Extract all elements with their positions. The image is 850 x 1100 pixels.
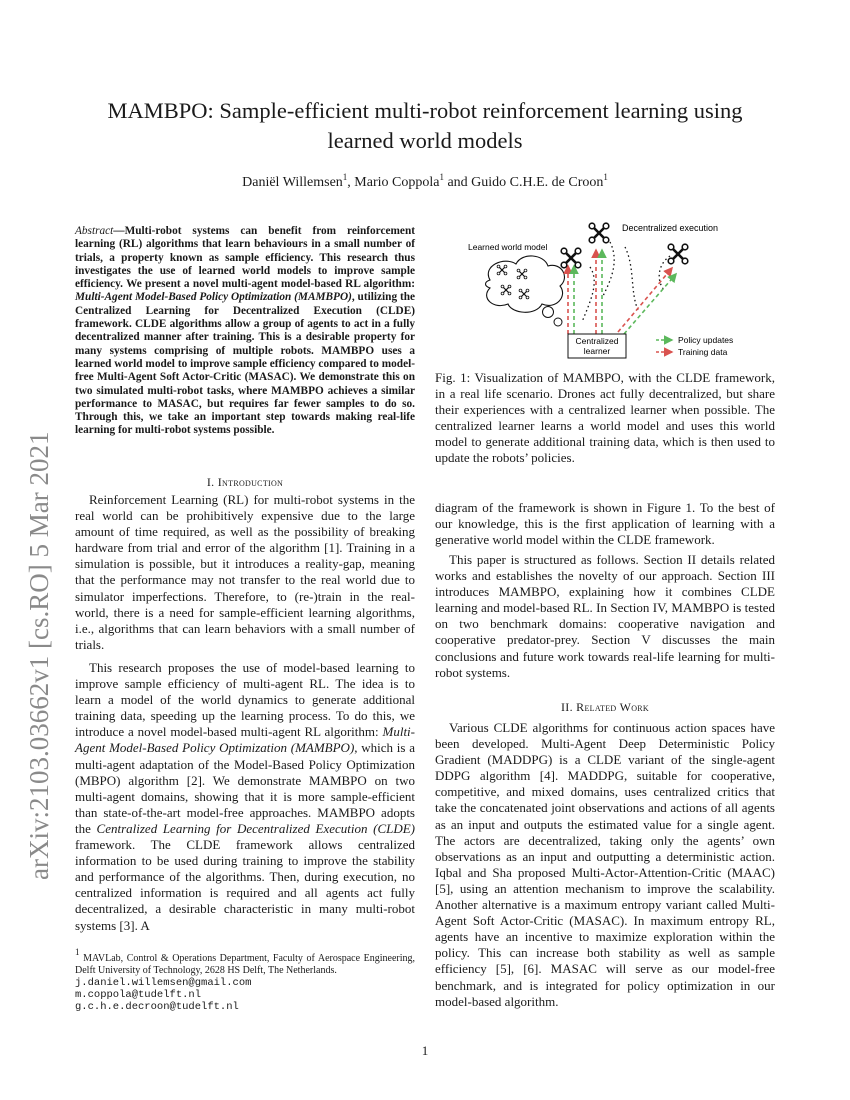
thought-bubble — [543, 307, 554, 318]
affiliation-mark: 1 — [439, 172, 444, 182]
intro-text: framework. The CLDE framework allows centralized information to be used during training to improve the stability and performance of the algorithms. Then, during execution, no centralized information is required and all agents act fully decentralized, a desirable characteristic in many multi-robot systems [3]. A — [75, 837, 415, 933]
thought-bubble — [554, 318, 562, 326]
title-line-1: MAMBPO: Sample-efficient multi-robot reinforcement learning using — [107, 98, 743, 123]
affiliation-mark: 1 — [603, 172, 608, 182]
world-model-cloud — [486, 256, 565, 312]
figure-caption: Fig. 1: Visualization of MAMBPO, with the CLDE framework, in a real life scenario. Drones act fully decentralized, but share their experiences with a centralized learner when possible. The centralized learner learns a world model and uses this world model to generate additional training data, which is then used to update the robots’ policies. — [435, 370, 775, 466]
intro-paragraph-1: Reinforcement Learning (RL) for multi-robot systems in the real world can be prohibitively expensive due to the large amount of time required, as well as the possibility of breaking hardware from trial and error of the algorithm [1]. Training in a simulation is possible, but it introduces a reality-gap, meaning that the performance may not transfer to the real world due to simulator imperfections. Therefore, to (re-)train in the real-world, there is a need for sample-efficient learning algorithms, i.e., algorithms that can learn behaviors with a small number of trials. — [75, 492, 415, 652]
author-list — [60, 172, 790, 191]
footnote-mark: 1 — [75, 947, 80, 957]
trajectory-dotted — [602, 242, 614, 298]
drone-icon — [561, 248, 581, 268]
label-learner: learner — [583, 346, 611, 356]
section-heading-related-work: II. Related Work — [560, 700, 649, 714]
trajectory-dotted — [582, 267, 594, 322]
arrow-policy-update — [624, 274, 676, 334]
page-number: 1 — [421, 1043, 429, 1058]
abstract-text: , utilizing the Centralized Learning for Decentralized Execution (CLDE) framework. CLDE algorithms allow a group of agents to act in a fully decentralized manner after training. This is a desirable property for many systems comprising of multiple robots. MAMBPO uses a learned world model to improve sample efficiency compared to model-free Multi-Agent Soft Actor-Critic (MASAC). We demonstrate this on two simulated multi-robot tasks, where MAMBPO achieves a similar performance to MASAC, but requires far fewer samples to do so. Through this, we take an important step towards making real-life learning for multi-robot systems possible. — [75, 291, 415, 437]
arxiv-stamp — [18, 240, 58, 880]
label-decentralized-execution: Decentralized execution — [622, 223, 719, 233]
right-paragraph-2: This paper is structured as follows. Section II details related works and establishes the novelty of our approach. Section III introduces MAMBPO, explaining how it combines CLDE learning and model-based RL. In Section IV, MAMBPO is tested on two benchmark domains: cooperative navigation and cooperative predator-prey. Section V discusses the main conclusions and future work towards real-life learning for multi-robot systems. — [435, 552, 775, 680]
footnote — [75, 947, 415, 1013]
footnote-affiliation — [75, 947, 415, 977]
author-3: Guido C.H.E. de Croon — [471, 175, 604, 190]
author-separator: and — [443, 175, 472, 190]
section-heading-introduction: I. Introduction — [206, 475, 284, 489]
related-work-paragraph: Various CLDE algorithms for continuous action spaces have been developed. Multi-Agent Deep Deterministic Policy Gradient (MADDPG) is a CLDE variant of the single-agent DDPG algorithm [4]. MADDPG, suitable for cooperative, competitive, and mixed domains, uses centralized critics that take the concatenated joint observations and actions of all agents as an input and outputs the estimated value for a single agent. The actors are decentralized, taking only the agents’ own observations as an input and outputting a deterministic action. Iqbal and Sha proposed Multi-Actor-Attention-Critic (MAAC) [5], using an attention mechanism to improve the scalability. Another alternative is a maximum entropy variant called Multi-Agent Soft Actor-Critic (MASAC). In maximum entropy RL, agents have an incentive to maximize exploration within the policy. This can increase both stability as well as sample efficiency [5], [6]. MASAC will serve as our model-free benchmark, and is integrated for policy optimization in our model-based algorithm. — [435, 720, 775, 1009]
legend-training-data: Training data — [678, 347, 728, 357]
email-1: j.daniel.willemsen@gmail.com — [75, 977, 252, 989]
abstract-label: Abstract — [75, 225, 114, 237]
affiliation-mark: 1 — [342, 172, 348, 182]
arrow-training-data — [618, 268, 672, 332]
abstract-emphasis: Multi-Agent Model-Based Policy Optimization (MAMBPO) — [75, 291, 352, 304]
legend-policy-updates: Policy updates — [678, 335, 734, 345]
arxiv-stamp-text: arXiv:2103.03662v1 [cs.RO] 5 Mar 2021 — [24, 431, 54, 880]
author-separator: , — [347, 175, 355, 190]
drone-icon — [668, 244, 688, 264]
figure-1 — [460, 222, 760, 362]
right-paragraph-1: diagram of the framework is shown in Figure 1. To the best of our knowledge, this is the first application of learning with a generative world model within the CLDE framework. — [435, 500, 775, 548]
label-learned-world-model: Learned world model — [468, 242, 548, 252]
abstract-dash: — — [113, 225, 125, 237]
email-2: m.coppola@tudelft.nl — [75, 989, 202, 1001]
intro-text: , which is a multi-agent adaptation of the Model-Based Policy Optimization (MBPO) algorithm [2]. We demonstrate MAMBPO on two multi-agent domains, showing that it is more sample-efficient than state-of-the-art model-free approaches. MAMBPO adopts the — [75, 740, 415, 836]
trajectory-dotted — [625, 247, 638, 310]
abstract-text: Multi-robot systems can benefit from reinforcement learning (RL) algorithms that learn behaviours in a small number of trials, a property known as sample efficiency. This research thus investigates the use of learned world models to improve sample efficiency. We present a novel multi-agent model-based RL algorithm: — [75, 225, 415, 291]
intro-paragraph-2 — [75, 660, 415, 934]
title-line-2: learned world models — [327, 128, 523, 153]
author-2: Mario Coppola — [354, 175, 440, 190]
intro-text: This research proposes the use of model-based learning to improve sample efficiency of multi-agent RL. The idea is to learn a model of the world dynamics to generate additional training data, speeding up the learning process. To do this, we introduce a novel model-based multi-agent RL algorithm: — [75, 660, 415, 740]
drone-icon — [589, 223, 609, 243]
intro-emphasis-mambpo: Multi-Agent Model-Based Policy Optimization (MAMBPO) — [75, 724, 415, 756]
intro-emphasis-clde: Centralized Learning for Decentralized Execution (CLDE) — [96, 820, 415, 836]
email-3: g.c.h.e.decroon@tudelft.nl — [75, 1001, 239, 1013]
abstract — [75, 225, 415, 438]
paper-title — [60, 96, 790, 156]
label-centralized: Centralized — [575, 336, 619, 346]
author-1: Daniël Willemsen — [242, 175, 343, 190]
footnote-text: MAVLab, Control & Operations Department, Faculty of Aerospace Engineering, Delft University of Technology, 2628 HS Delft, The Netherlands. — [75, 953, 415, 976]
